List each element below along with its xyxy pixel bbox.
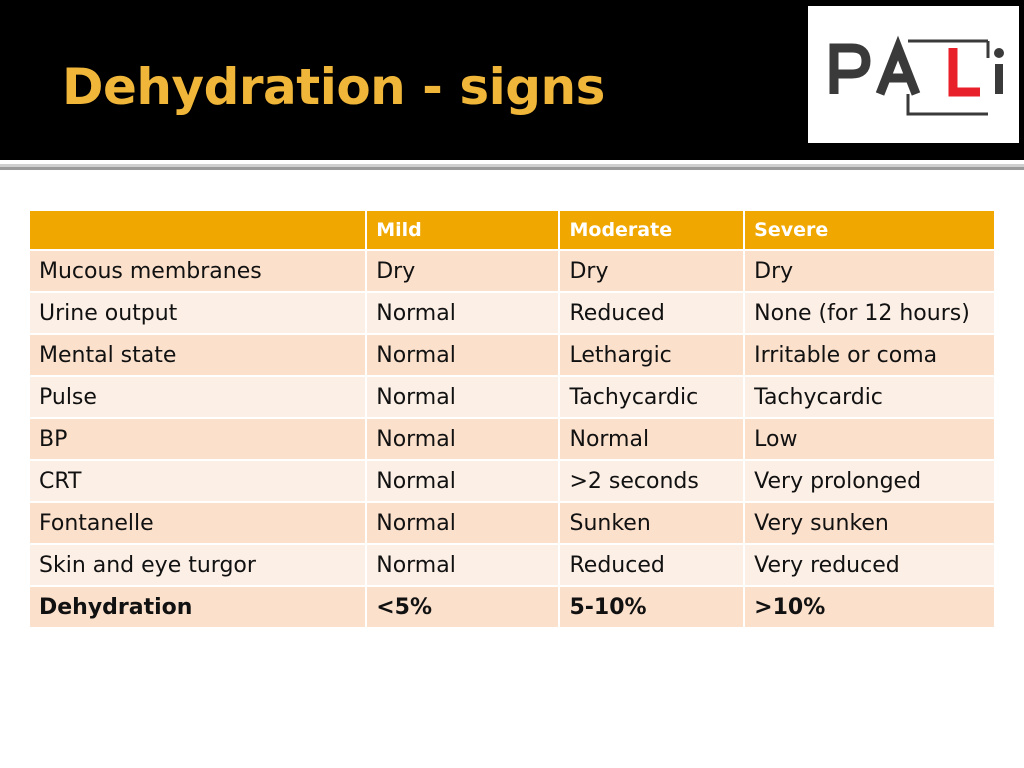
pali-logo-mark [808,6,1019,143]
row-label: Mucous membranes [29,250,366,292]
cell-severe: Irritable or coma [744,334,995,376]
header-cell-moderate: Moderate [559,210,744,250]
cell-moderate: >2 seconds [559,460,744,502]
row-label: Pulse [29,376,366,418]
cell-moderate: Normal [559,418,744,460]
table-header-row [29,210,995,250]
cell-mild: Normal [366,544,559,586]
cell-mild: Normal [366,292,559,334]
row-label: BP [29,418,366,460]
logo-letter-a [880,48,916,94]
table-row [29,292,995,334]
cell-moderate: 5-10% [559,586,744,628]
cell-moderate: Reduced [559,544,744,586]
cell-severe: None (for 12 hours) [744,292,995,334]
cell-mild: Normal [366,334,559,376]
cell-mild: Normal [366,502,559,544]
cell-severe: Very reduced [744,544,995,586]
cell-mild: Normal [366,376,559,418]
row-label: Fontanelle [29,502,366,544]
table-row [29,502,995,544]
cell-moderate: Reduced [559,292,744,334]
table-row [29,544,995,586]
logo-letter-l [953,48,980,92]
cell-severe: Low [744,418,995,460]
row-label: CRT [29,460,366,502]
logo-bracket [908,41,988,114]
cell-moderate: Dry [559,250,744,292]
slide-header [0,0,1024,160]
cell-mild: Dry [366,250,559,292]
table-row [29,376,995,418]
cell-severe: Very prolonged [744,460,995,502]
table-row [29,250,995,292]
cell-mild: Normal [366,460,559,502]
cell-severe: Tachycardic [744,376,995,418]
logo-letter-p [834,48,866,94]
row-label: Skin and eye turgor [29,544,366,586]
header-cell-blank [29,210,366,250]
cell-moderate: Tachycardic [559,376,744,418]
header-divider [0,167,1024,170]
dehydration-signs-table [28,209,996,629]
cell-mild: <5% [366,586,559,628]
header-cell-mild: Mild [366,210,559,250]
cell-severe: Very sunken [744,502,995,544]
row-label: Dehydration [29,586,366,628]
table-row [29,334,995,376]
logo-letter-i [994,48,1004,94]
cell-mild: Normal [366,418,559,460]
table-row-dehydration-total [29,586,995,628]
slide-title: Dehydration - signs [62,58,605,116]
header-cell-severe: Severe [744,210,995,250]
pali-logo [808,6,1019,143]
row-label: Mental state [29,334,366,376]
cell-severe: Dry [744,250,995,292]
table-row [29,418,995,460]
cell-moderate: Sunken [559,502,744,544]
cell-moderate: Lethargic [559,334,744,376]
cell-severe: >10% [744,586,995,628]
table-row [29,460,995,502]
row-label: Urine output [29,292,366,334]
